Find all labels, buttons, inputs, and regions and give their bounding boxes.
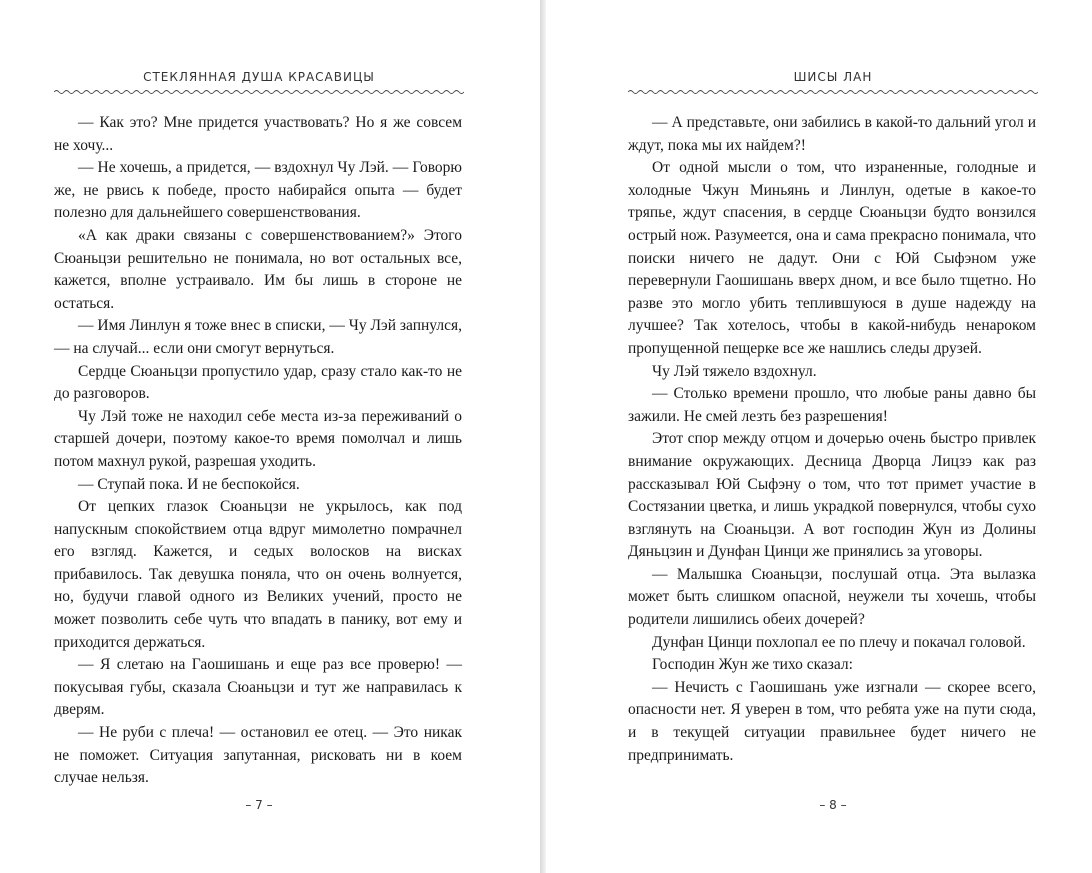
body-text-left — [54, 112, 462, 790]
page-number-left: – 7 – — [245, 798, 273, 812]
paragraph: Дунфан Цинци похлопал ее по плечу и покачал головой. — [652, 633, 1026, 651]
paragraph: — А представьте, они забились в какой-то дальний угол и ждут, пока мы их найдем?! — [628, 114, 1036, 154]
body-text-right — [628, 112, 1036, 767]
running-head-left: СТЕКЛЯННАЯ ДУША КРАСАВИЦЫ — [143, 70, 375, 84]
paragraph: Господин Жун же тихо сказал: — [652, 656, 853, 674]
paragraph: — Нечисть с Гаошишань уже изгнали — скорее всего, опасности нет. Я уверен в том, что ребята уже на пути сюда, и в текущей ситуации правильнее будет ничего не предпринимать. — [628, 678, 1036, 764]
paragraph: — Не руби с плеча! — остановил ее отец. — Это никак не поможет. Ситуация запутанная, рисковать ни в коем случае нельзя. — [54, 724, 462, 787]
paragraph: «А как драки связаны с совершенствованием?» Этого Сюаньцзи решительно не понимала, но вот остальных все, кажется, вполне устраивало. Им бы лишь в стороне не остаться. — [54, 226, 462, 312]
paragraph: Сердце Сюаньцзи пропустило удар, сразу стало как-то не до разговоров. — [54, 362, 462, 403]
page-number-right: – 8 – — [819, 798, 847, 812]
paragraph: — Столько времени прошло, что любые раны давно бы зажили. Не смей лезть без разрешения! — [628, 385, 1036, 425]
paragraph: Чу Лэй тоже не находил себе места из-за переживаний о старшей дочери, поэтому какое-то время помолчал и лишь потом махнул рукой, разрешая уходить. — [54, 407, 462, 470]
paragraph: — Имя Линлун я тоже внес в списки, — Чу Лэй запнулся, — на случай... если они смогут вернуться. — [54, 317, 462, 357]
paragraph: — Малышка Сюаньцзи, послушай отца. Эта вылазка может быть слишком опасной, неужели ты хочешь, чтобы родители лишились обеих дочерей? — [628, 565, 1036, 629]
ornament-divider-left — [54, 88, 464, 96]
running-head-right: ШИСЫ ЛАН — [793, 70, 873, 84]
paragraph: — Как это? Мне придется участвовать? Но я же совсем не хочу... — [54, 114, 462, 154]
left-page — [0, 0, 540, 873]
paragraph: — Не хочешь, а придется, — вздохнул Чу Лэй. — Говорю же, не рвись к победе, просто набирайся опыта — будет полезно для дальнейшего совершенствования. — [54, 159, 462, 222]
ornament-divider-right — [628, 88, 1038, 96]
paragraph: — Ступай пока. И не беспокойся. — [78, 475, 300, 493]
paragraph: От одной мысли о том, что израненные, голодные и холодные Чжун Миньянь и Линлун, одетые в какое-то тряпье, ждут спасения, в сердце Сюаньцзи будто вонзился острый нож. Разумеется, она и сама прекрасно понимала, что поиски ничего не дадут. Они с Юй Сыфэном уже перевернули Гаошишань вверх дном, и все было тщетно. Но разве это могло убить теплившуюся в душе надежду на лучшее? Так хотелось, чтобы в какой-нибудь ненароком пропущенной пещерке все же нашлись следы друзей. — [628, 159, 1036, 357]
right-page — [546, 0, 1092, 873]
paragraph: — Я слетаю на Гаошишань и еще раз все проверю! — покусывая губы, сказала Сюаньцзи и тут же направилась к дверям. — [54, 656, 462, 719]
paragraph: От цепких глазок Сюаньцзи не укрылось, как под напускным спокойствием отца вдруг мимолетно помрачнел его взгляд. Кажется, и седых волосков на висках прибавилось. Так девушка поняла, что он очень волнуется, но, будучи главой одного из Великих учений, просто не может позволить себе чуть что впадать в панику, вот ему и приходится держаться. — [54, 498, 462, 651]
paragraph: Этот спор между отцом и дочерью очень быстро привлек внимание окружающих. Десница Дворца Лицзэ как раз рассказывал Юй Сыфэну о том, что тот примет участие в Состязании цветка, и лишь украдкой повернулся, чтобы сухо взглянуть на Сюаньцзи. А вот господин Жун из Долины Дяньцзин и Дунфан Цинци же принялись за уговоры. — [628, 430, 1036, 561]
paragraph: Чу Лэй тяжело вздохнул. — [652, 362, 817, 380]
